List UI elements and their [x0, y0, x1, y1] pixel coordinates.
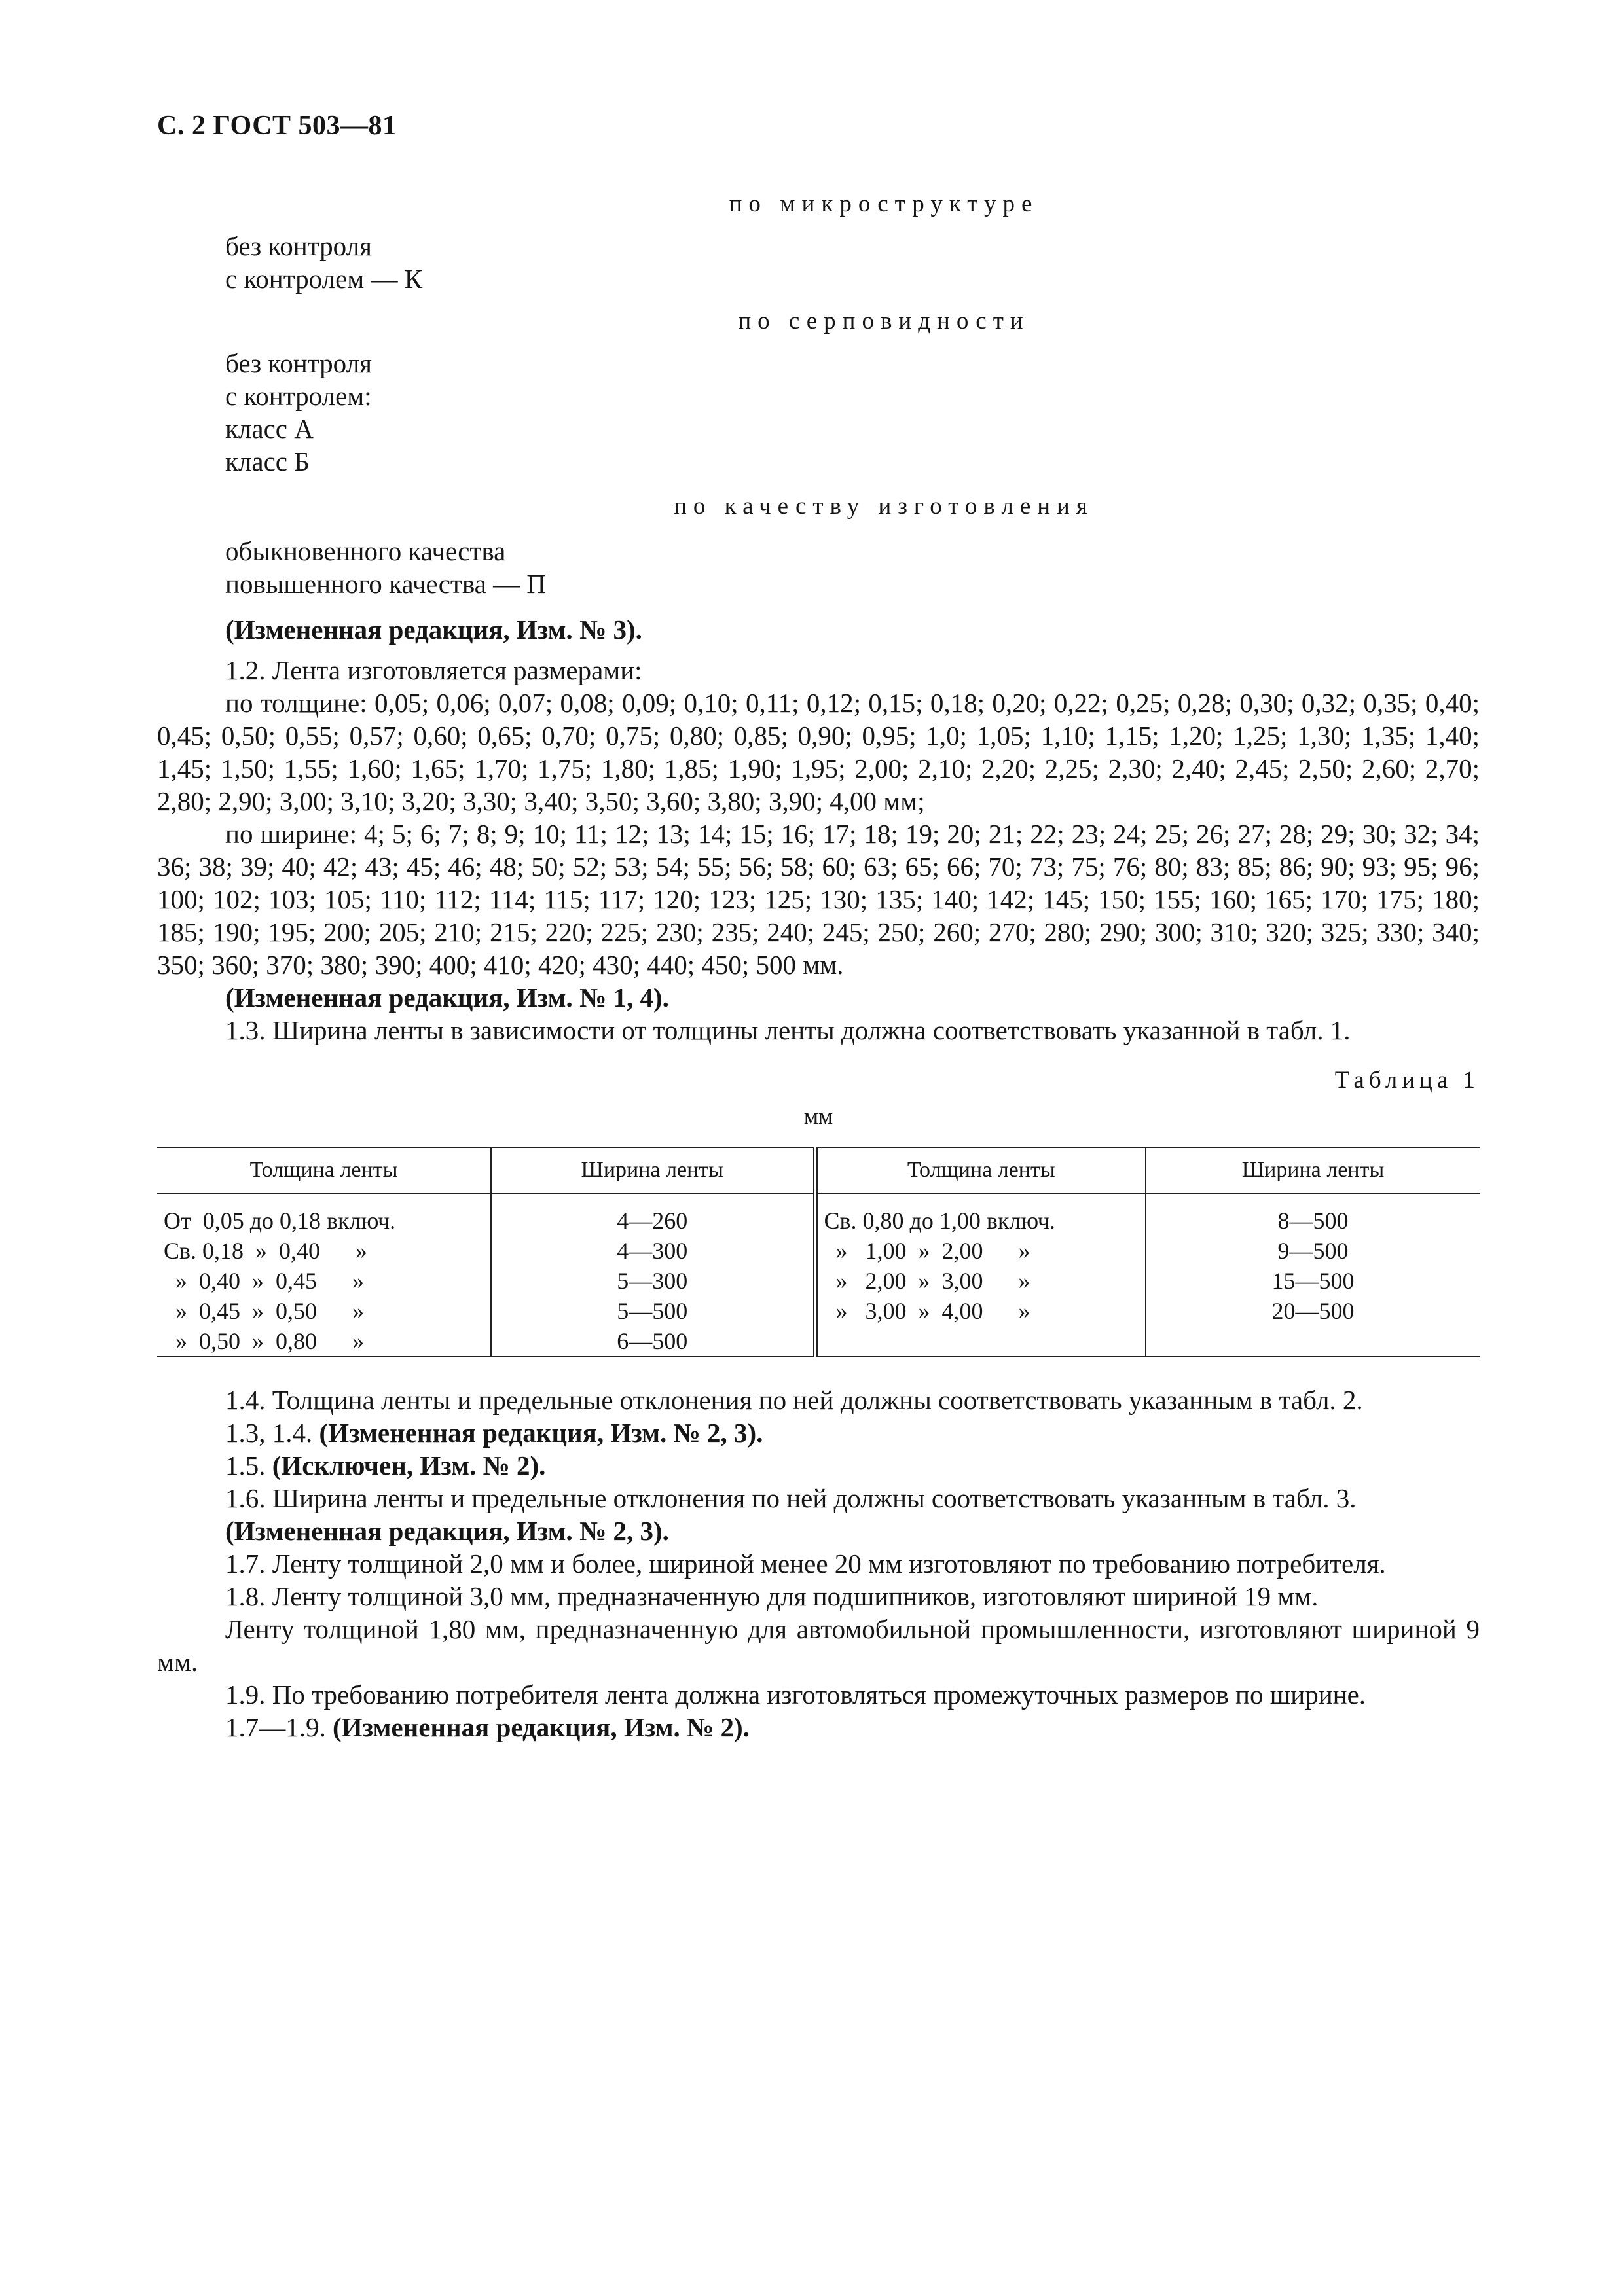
list-item: без контроля [225, 348, 372, 378]
clause-1-4: 1.4. Толщина ленты и предельные отклонения по ней должны соответствовать указанным в табл. 2. [225, 1385, 1363, 1415]
amendment-note: (Измененная редакция, Изм. № 3). [225, 615, 642, 645]
amendment-note: (Исключен, Изм. № 2). [272, 1450, 546, 1480]
width-sizes: по ширине: 4; 5; 6; 7; 8; 9; 10; 11; 12; 13; 14; 15; 16; 17; 18; 19; 20; 21; 22; 23; 24; 25; 26; 27; 28; 29; 30; 32; 34; 36; 38; 39; 40; 42; 43; 45; 46; 48; 50; 52; 53; 54; 55; 56; 58; 60; 63; 65; 66; 70; 73; 75; 76; 80; 83; 85; 86; 90; 93; 95; 96; 100; 102; 103; 105; 110; 112; 114; 115; 117; 120; 123; 125; 130; 135; 140; 142; 145; 150; 155; 160; 165; 170; 175; 180; 185; 190; 195; 200; 205; 210; 215; 220; 225; 230; 235; 240; 245; 250; 260; 270; 280; 290; 300; 310; 320; 325; 330; 340; 350; 360; 370; 380; 390; 400; 410; 420; 430; 440; 450; 500 мм. [157, 819, 1480, 980]
column-header: Ширина ленты [491, 1147, 815, 1193]
table-cell: Св. 0,80 до 1,00 включ. [824, 1208, 1055, 1234]
clause-1-6: 1.6. Ширина ленты и предельные отклонения по ней должны соответствовать указанным в табл. 3. [225, 1483, 1357, 1513]
table-header-row [157, 1147, 1480, 1193]
list-item: обыкновенного качества [225, 536, 506, 566]
clause-1-2: 1.2. Лента изготовляется размерами: [225, 655, 642, 685]
clause-1-8-automotive: Ленту толщиной 1,80 мм, предназначенную для автомобильной промышленности, изготовляют шириной 9 мм. [157, 1614, 1480, 1677]
column-header: Толщина ленты [157, 1147, 491, 1193]
left-thickness-cell [157, 1193, 491, 1357]
table-unit: мм [803, 1103, 833, 1129]
column-header: Ширина ленты [1146, 1147, 1480, 1193]
clause-1-3: 1.3. Ширина ленты в зависимости от толщины ленты должна соответствовать указанной в табл. 1. [225, 1015, 1351, 1045]
table-1 [157, 1147, 1480, 1357]
column-header: Толщина ленты [815, 1147, 1146, 1193]
clause-1-3-1-4 [157, 1416, 1480, 1449]
clause-1-8: 1.8. Ленту толщиной 3,0 мм, предназначенную для подшипников, изготовляют шириной 19 мм. [225, 1581, 1319, 1611]
right-width-cell [1146, 1193, 1480, 1357]
table-caption: Таблица 1 [1334, 1067, 1480, 1094]
right-thickness-cell [815, 1193, 1146, 1357]
table-cell: » 0,50 » 0,80 » [164, 1328, 364, 1354]
section-serpovidnost: по серповидности [738, 308, 1030, 334]
amendment-note: (Измененная редакция, Изм. № 2, 3). [225, 1516, 669, 1546]
table-cell: 5—300 [617, 1268, 688, 1294]
amendment-note: (Измененная редакция, Изм. № 2). [333, 1712, 750, 1742]
table-row [157, 1193, 1480, 1357]
list-item: класс А [225, 414, 314, 444]
section-quality: по качеству изготовления [674, 493, 1094, 520]
quality-list [157, 535, 1480, 600]
table-cell: » 0,45 » 0,50 » [164, 1298, 364, 1324]
clause-1-7-1-9 [157, 1711, 1480, 1744]
clause-number: 1.7—1.9. [225, 1712, 326, 1742]
amendment-note: (Измененная редакция, Изм. № 1, 4). [225, 982, 669, 1013]
left-width-cell [491, 1193, 815, 1357]
serpovidnost-list [157, 347, 1480, 478]
table-cell: От 0,05 до 0,18 включ. [164, 1208, 396, 1234]
table-cell: 15—500 [1271, 1268, 1355, 1294]
table-cell: » 1,00 » 2,00 » [824, 1238, 1030, 1264]
section-microstructure: по микроструктуре [729, 190, 1039, 217]
table-cell: 5—500 [617, 1298, 688, 1324]
table-cell: Св. 0,18 » 0,40 » [164, 1238, 368, 1264]
page-body [157, 105, 1480, 1744]
clause-number: 1.3, 1.4. [225, 1418, 313, 1448]
table-cell: 8—500 [1277, 1208, 1349, 1234]
table-cell: » 2,00 » 3,00 » [824, 1268, 1030, 1294]
table-cell: 6—500 [617, 1328, 688, 1354]
list-item: класс Б [225, 446, 310, 476]
amendment-note: (Измененная редакция, Изм. № 2, 3). [319, 1418, 763, 1448]
table-cell: 4—260 [617, 1208, 688, 1234]
table-cell: 20—500 [1271, 1298, 1355, 1324]
clause-number: 1.5. [225, 1450, 266, 1480]
clause-1-7: 1.7. Ленту толщиной 2,0 мм и более, шириной менее 20 мм изготовляют по требованию потребителя. [225, 1549, 1386, 1579]
list-item: с контролем — К [225, 264, 423, 294]
microstructure-list [157, 230, 1480, 295]
page-header: С. 2 ГОСТ 503—81 [157, 111, 397, 141]
clause-1-9: 1.9. По требованию потребителя лента должна изготовляться промежуточных размеров по ширине. [225, 1679, 1366, 1710]
list-item: повышенного качества — П [225, 569, 546, 599]
table-cell: » 3,00 » 4,00 » [824, 1298, 1030, 1324]
table-cell: 9—500 [1277, 1238, 1349, 1264]
thickness-sizes: по толщине: 0,05; 0,06; 0,07; 0,08; 0,09; 0,10; 0,11; 0,12; 0,15; 0,18; 0,20; 0,22; 0,25; 0,28; 0,30; 0,32; 0,35; 0,40; 0,45; 0,50; 0,55; 0,57; 0,60; 0,65; 0,70; 0,75; 0,80; 0,85; 0,90; 0,95; 1,0; 1,05; 1,10; 1,15; 1,20; 1,25; 1,30; 1,35; 1,40; 1,45; 1,50; 1,55; 1,60; 1,65; 1,70; 1,75; 1,80; 1,85; 1,90; 1,95; 2,00; 2,10; 2,20; 2,25; 2,30; 2,40; 2,45; 2,50; 2,60; 2,70; 2,80; 2,90; 3,00; 3,10; 3,20; 3,30; 3,40; 3,50; 3,60; 3,80; 3,90; 4,00 мм; [157, 688, 1480, 816]
table-cell: 4—300 [617, 1238, 688, 1264]
list-item: без контроля [225, 231, 372, 261]
clause-1-5 [157, 1449, 1480, 1482]
table-cell: » 0,40 » 0,45 » [164, 1268, 364, 1294]
list-item: с контролем: [225, 381, 372, 411]
